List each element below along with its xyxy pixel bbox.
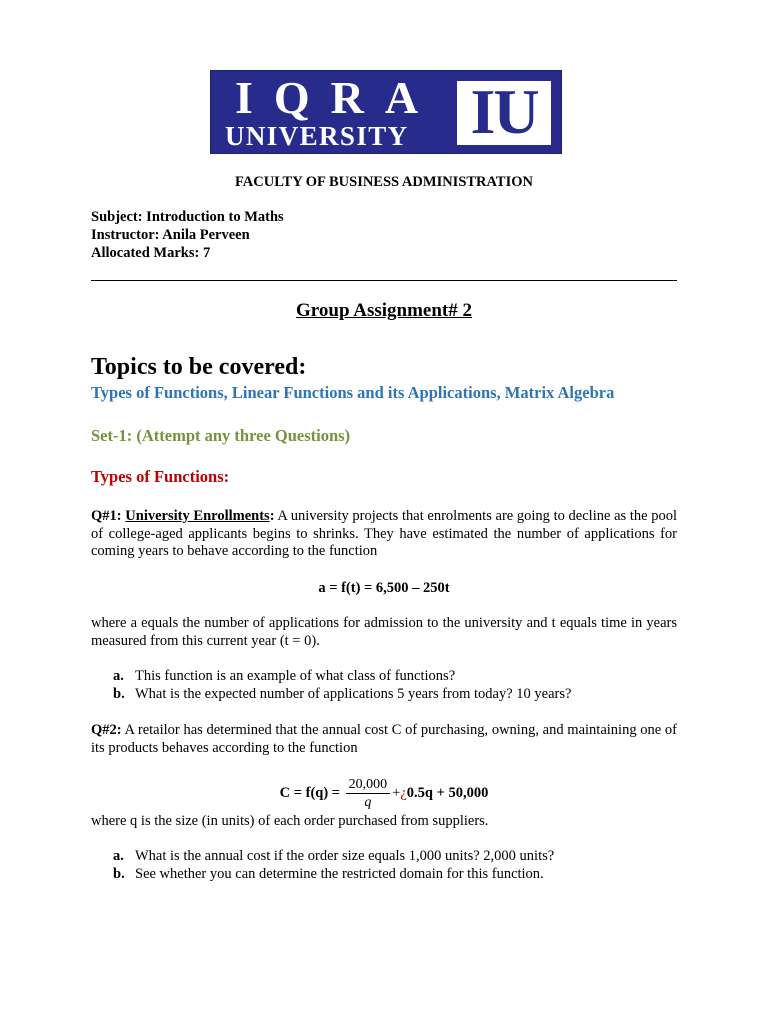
set-heading: Set-1: (Attempt any three Questions) [91,426,351,445]
formula-fraction [346,776,391,811]
logo-text-iqra: IQRA [235,72,440,123]
question-1-title: University Enrollments [125,508,270,524]
question-1-item-a [113,668,455,686]
formula-glyph: ¿ [400,785,407,801]
question-1-text: A university projects that enrolments are going to decline as the pool of college-aged applicants begins to shrinks. They have estimated the number of applications for coming years to behave according to the function [91,508,678,560]
question-1-item-b [113,686,571,704]
question-2-item-a [113,848,554,866]
section-heading: Types of Functions: [91,467,230,486]
faculty-heading: FACULTY OF BUSINESS ADMINISTRATION [235,174,533,190]
question-2-explanation: where q is the size (in units) of each order purchased from suppliers. [91,813,489,829]
university-logo [210,70,562,154]
question-2-number: Q#2: [91,722,122,738]
fraction-denominator: q [364,795,372,811]
marks-line: Allocated Marks: 7 [91,245,211,261]
fraction-numerator: 20,000 [346,776,391,794]
question-2-text: A retailor has determined that the annual cost C of purchasing, owning, and maintaining one of its products behaves according to the function [91,722,677,756]
horizontal-rule [91,280,677,281]
list-text: See whether you can determine the restricted domain for this function. [135,866,544,882]
formula-rhs: 0.5q + 50,000 [406,785,489,801]
question-2-formula [91,774,677,812]
list-label: a. [113,848,124,864]
topics-heading: Topics to be covered: [91,354,307,380]
instructor-line: Instructor: Anila Perveen [91,227,250,243]
list-text: What is the expected number of applications 5 years from today? 10 years? [135,686,572,702]
formula-lhs: C = f(q) = [279,785,341,801]
question-1-formula: a = f(t) = 6,500 – 250t [318,580,450,596]
question-1-intro [91,508,677,561]
list-label: b. [113,866,125,882]
question-2-item-b [113,866,544,884]
question-1-title-colon: : [269,508,275,524]
question-1-number: Q#1: [91,508,122,524]
list-text: This function is an example of what class of functions? [135,668,456,684]
list-label: b. [113,686,125,702]
logo-iu-mark [457,76,551,147]
list-text: What is the annual cost if the order size equals 1,000 units? 2,000 units? [135,848,555,864]
question-2-intro [91,722,677,757]
subject-line: Subject: Introduction to Maths [91,209,284,225]
assignment-title: Group Assignment# 2 [296,300,472,321]
topics-list: Types of Functions, Linear Functions and its Applications, Matrix Algebra [91,383,615,402]
formula-plus: + [392,785,401,801]
list-label: a. [113,668,124,684]
logo-text-university: UNIVERSITY [225,121,409,151]
logo-iu-text: IU [470,76,538,147]
question-1-explanation: where a equals the number of applications for admission to the university and t equals time in years measured from this current year (t = 0). [91,615,677,649]
